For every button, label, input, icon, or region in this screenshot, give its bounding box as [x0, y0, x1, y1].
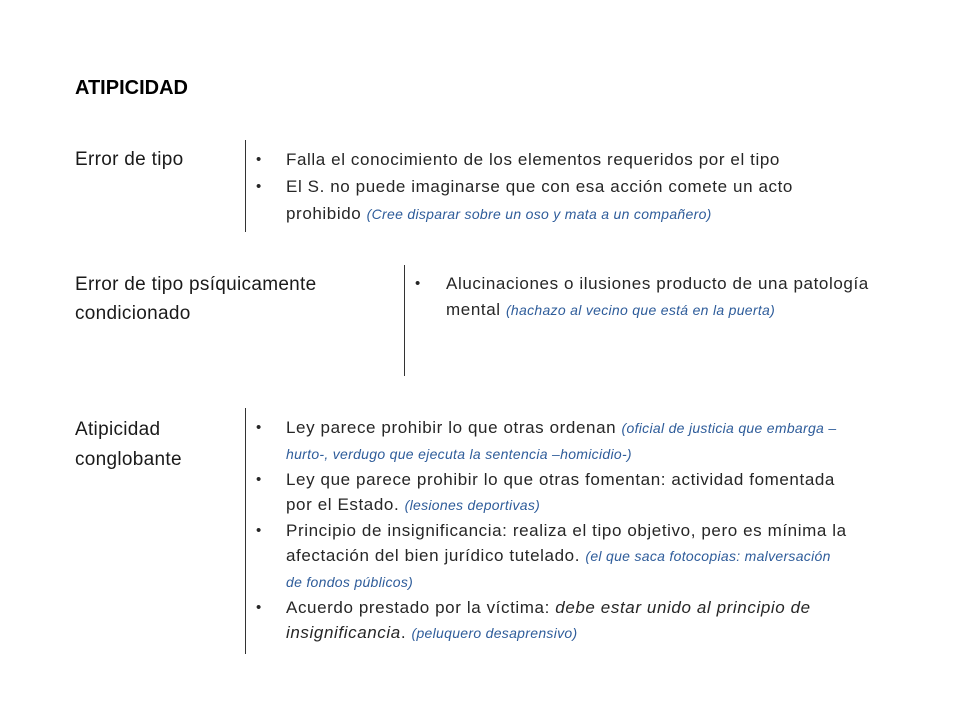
bullet-text: .	[400, 623, 412, 642]
bullet-list	[256, 146, 793, 228]
bullet-line	[286, 595, 847, 620]
bullet-marker: •	[256, 522, 262, 539]
section-label-line: conglobante	[75, 449, 182, 470]
bullet-text: afectación del bien jurídico tutelado.	[286, 546, 586, 565]
bullet-item	[256, 467, 847, 518]
example-note: (el que saca fotocopias: malversación	[585, 548, 831, 564]
bullet-line	[286, 415, 847, 441]
example-note: (oficial de justicia que embarga –	[621, 420, 837, 436]
bullet-text: por el Estado.	[286, 495, 405, 514]
bullet-text: prohibido	[286, 204, 367, 223]
bullet-item	[415, 271, 869, 323]
bullet-marker: •	[415, 275, 421, 292]
emphasis-text: debe estar unido al principio de	[555, 598, 811, 617]
bullet-text: Acuerdo prestado por la víctima:	[286, 598, 556, 617]
section-label-line: Error de tipo psíquicamente	[75, 274, 317, 295]
bullet-line	[286, 467, 847, 492]
bullet-text: Principio de insignificancia: realiza el tipo objetivo, pero es mínima la	[286, 521, 847, 540]
bullet-text: mental	[446, 300, 506, 319]
bullet-line	[446, 297, 869, 323]
bullet-line	[286, 200, 793, 228]
bullet-text: Ley que parece prohibir lo que otras fomentan: actividad fomentada	[286, 470, 835, 489]
bullet-marker: •	[256, 419, 262, 436]
bullet-text: El S. no puede imaginarse que con esa acción comete un acto	[286, 177, 793, 196]
bullet-line	[286, 146, 793, 173]
example-note: hurto-, verdugo que ejecuta la sentencia –homicidio-)	[286, 446, 632, 462]
bullet-line	[286, 518, 847, 543]
bullet-list	[415, 271, 869, 323]
bullet-line	[286, 543, 847, 569]
section-label-line: Error de tipo	[75, 149, 184, 170]
bullet-line	[446, 271, 869, 297]
bullet-item	[256, 595, 847, 646]
bullet-list	[256, 415, 847, 646]
bullet-line	[286, 620, 847, 646]
bullet-item	[256, 518, 847, 595]
emphasis-text: insignificancia	[286, 623, 401, 642]
bullet-line	[286, 173, 793, 200]
bullet-line	[286, 441, 847, 467]
bullet-line	[286, 569, 847, 595]
section-label-line: condicionado	[75, 303, 191, 324]
example-note: (lesiones deportivas)	[404, 497, 541, 513]
bullet-marker: •	[256, 151, 262, 168]
example-note: (peluquero desaprensivo)	[411, 625, 578, 641]
bullet-item	[256, 146, 793, 173]
vertical-divider	[245, 140, 246, 232]
bullet-marker: •	[256, 178, 262, 195]
vertical-divider	[245, 408, 246, 654]
bullet-item	[256, 415, 847, 467]
section-label-line: Atipicidad	[75, 419, 161, 440]
slide-title: ATIPICIDAD	[75, 77, 188, 99]
section-label	[75, 415, 182, 475]
bullet-item	[256, 173, 793, 228]
example-note: (hachazo al vecino que está en la puerta)	[505, 302, 776, 318]
bullet-text: Falla el conocimiento de los elementos requeridos por el tipo	[286, 150, 780, 169]
bullet-marker: •	[256, 599, 262, 616]
bullet-marker: •	[256, 471, 262, 488]
section-label	[75, 146, 183, 174]
example-note: de fondos públicos)	[286, 574, 414, 590]
bullet-text: Ley parece prohibir lo que otras ordenan	[286, 418, 622, 437]
example-note: (Cree disparar sobre un oso y mata a un compañero)	[366, 206, 712, 222]
bullet-line	[286, 492, 847, 518]
bullet-text: Alucinaciones o ilusiones producto de una patología	[446, 274, 869, 293]
section-label	[75, 270, 317, 328]
vertical-divider	[404, 265, 405, 376]
